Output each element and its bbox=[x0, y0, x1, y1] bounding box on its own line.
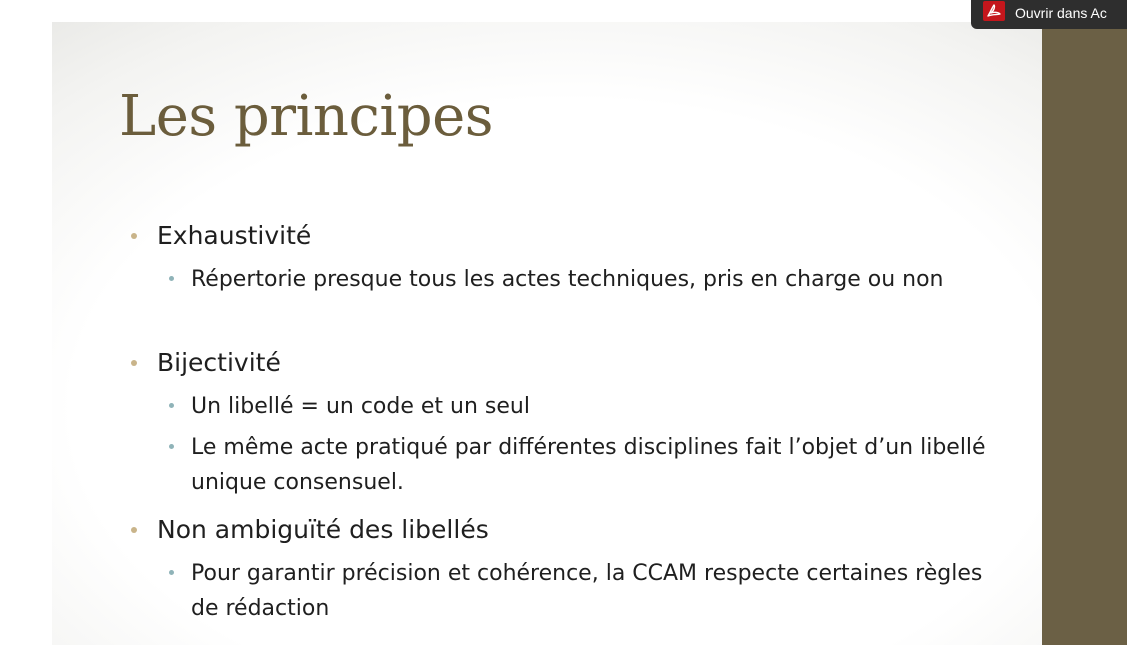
sub-bullet-dot-icon bbox=[169, 570, 174, 575]
bullet-dot-icon bbox=[131, 360, 137, 366]
bullet-item bbox=[157, 220, 311, 252]
bullet-dot-icon bbox=[131, 233, 137, 239]
bullet-dot-icon bbox=[131, 527, 137, 533]
sub-bullet-item bbox=[191, 430, 1011, 500]
sub-bullet-text: Un libellé = un code et un seul bbox=[191, 394, 530, 419]
sub-bullet-item bbox=[191, 556, 1011, 626]
bullet-item bbox=[157, 347, 281, 379]
bullet-text: Exhaustivité bbox=[157, 221, 312, 250]
bullet-text: Bijectivité bbox=[157, 348, 281, 377]
sub-bullet-text: Le même acte pratiqué par différentes disciplines fait l’objet d’un libellé unique consensuel. bbox=[191, 435, 986, 495]
sub-bullet-text: Répertorie presque tous les actes techniques, pris en charge ou non bbox=[191, 267, 944, 292]
bullet-item bbox=[157, 514, 489, 546]
sub-bullet-text: Pour garantir précision et cohérence, la CCAM respecte certaines règles de rédaction bbox=[191, 561, 983, 621]
sub-bullet-dot-icon bbox=[169, 403, 174, 408]
slide bbox=[52, 22, 1042, 645]
open-in-acrobat-button[interactable] bbox=[971, 0, 1127, 29]
slide-title: Les principes bbox=[119, 84, 493, 149]
acrobat-icon bbox=[983, 1, 1005, 21]
sub-bullet-dot-icon bbox=[169, 276, 174, 281]
open-in-acrobat-label: Ouvrir dans Ac bbox=[1015, 5, 1107, 21]
bullet-text: Non ambiguïté des libellés bbox=[157, 515, 489, 544]
sub-bullet-dot-icon bbox=[169, 444, 174, 449]
sub-bullet-item bbox=[191, 262, 1011, 297]
slide-accent-sidebar bbox=[1042, 22, 1127, 645]
sub-bullet-item bbox=[191, 389, 1011, 424]
